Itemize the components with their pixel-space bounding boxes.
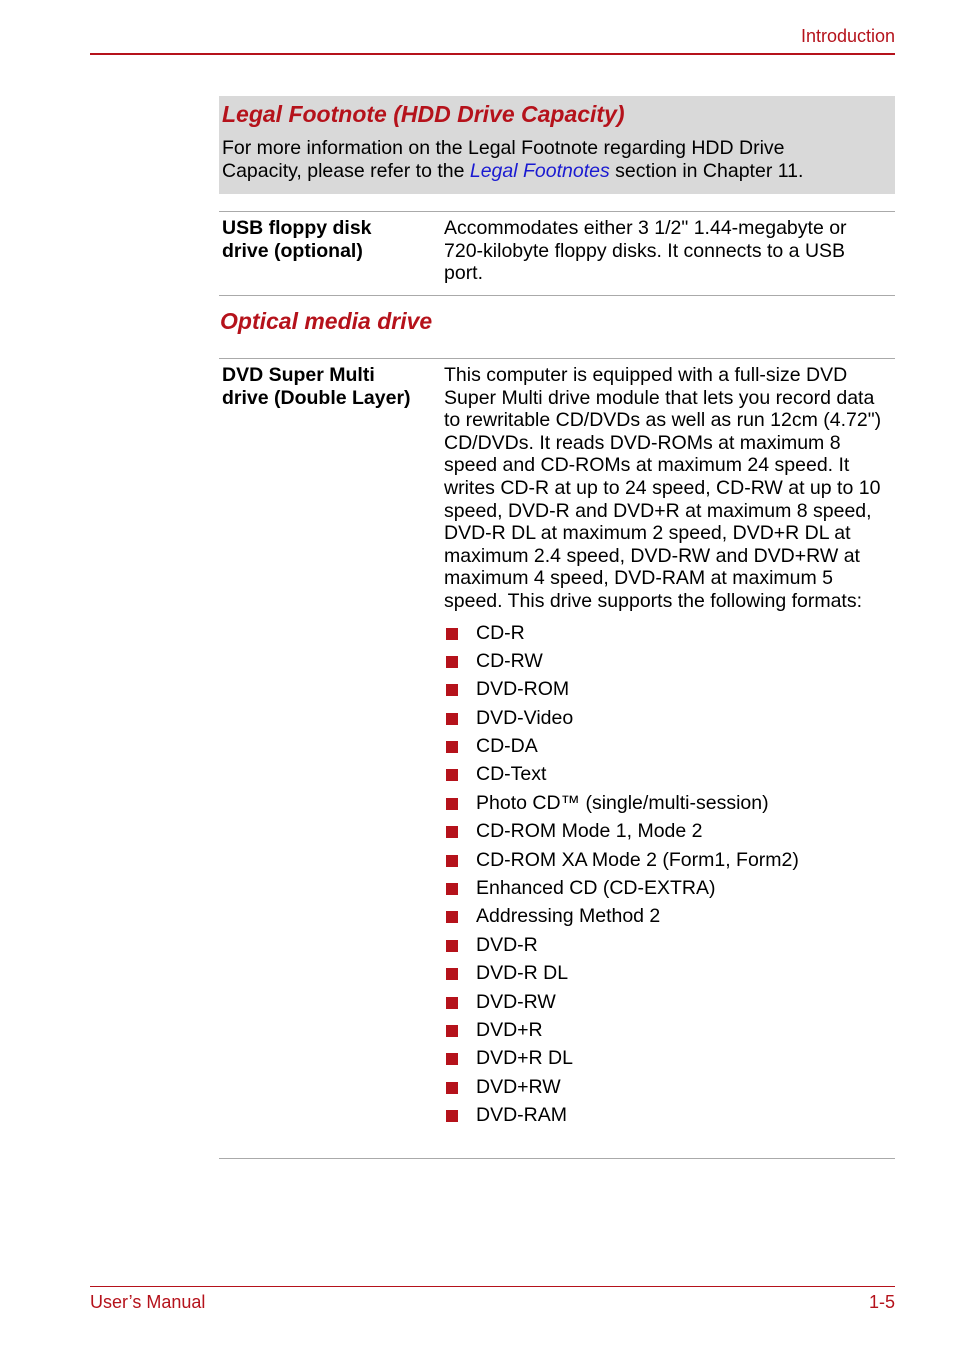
format-label: DVD-Video <box>476 706 574 729</box>
footer-manual-title: User’s Manual <box>90 1292 206 1312</box>
format-label: DVD-ROM <box>476 678 570 701</box>
note-line-2-post: section in Chapter 11. <box>609 160 804 182</box>
table-rule-usb-bottom <box>219 295 895 296</box>
square-bullet-icon <box>446 798 458 810</box>
format-list-item <box>444 902 887 930</box>
format-label: Addressing Method 2 <box>476 905 661 928</box>
square-bullet-icon <box>446 1053 458 1065</box>
format-list-item <box>444 988 887 1016</box>
format-label: CD-RW <box>476 649 543 672</box>
dvd-description: This computer is equipped with a full-size DVD Super Multi drive module that lets you record data to rewritable CD/DVDs as well as run 12cm (4.72") CD/DVDs. It reads DVD-ROMs at maximum 8 speed and CD-ROMs at maximum 24 speed. It writes CD-R at up to 24 speed, CD-RW at up to 10 speed, DVD-R and DVD+R at maximum 8 speed, DVD-R DL at maximum 2 speed, DVD+R DL at maximum 2.4 speed, DVD-RW and DVD+RW at maximum 4 speed, DVD-RAM at maximum 5 speed. This drive supports the following formats: <box>444 364 882 612</box>
header-rule <box>90 53 895 55</box>
format-label: Photo CD™ (single/multi-session) <box>476 791 769 814</box>
note-line-2 <box>222 160 892 183</box>
format-list-item <box>444 732 887 760</box>
format-list-item <box>444 1016 887 1044</box>
note-line-1: For more information on the Legal Footnote regarding HDD Drive <box>222 137 785 159</box>
square-bullet-icon <box>446 684 458 696</box>
format-list-item <box>444 704 887 732</box>
format-list-item <box>444 1101 887 1129</box>
section-heading-optical: Optical media drive <box>220 308 433 334</box>
format-label: CD-R <box>476 621 525 644</box>
format-label: CD-Text <box>476 763 547 786</box>
square-bullet-icon <box>446 968 458 980</box>
format-list-item <box>444 1073 887 1101</box>
dvd-term-line-1: DVD Super Multi <box>222 364 375 386</box>
square-bullet-icon <box>446 1082 458 1094</box>
format-label: CD-ROM Mode 1, Mode 2 <box>476 820 703 843</box>
dvd-super-multi-term <box>222 364 432 410</box>
format-list-item <box>444 675 887 703</box>
format-label: Enhanced CD (CD-EXTRA) <box>476 877 716 900</box>
square-bullet-icon <box>446 826 458 838</box>
format-label: DVD+R DL <box>476 1047 573 1070</box>
note-line-2-pre: Capacity, please refer to the <box>222 160 470 182</box>
format-list-item <box>444 846 887 874</box>
table-rule-bottom <box>219 1158 895 1159</box>
supported-formats-list <box>444 619 887 1130</box>
format-label: DVD-RAM <box>476 1104 567 1127</box>
table-rule-top <box>219 211 895 212</box>
format-label: DVD+R <box>476 1019 543 1041</box>
format-list-item <box>444 959 887 987</box>
legal-footnote-box <box>219 96 895 194</box>
format-list-item <box>444 931 887 959</box>
note-title: Legal Footnote (HDD Drive Capacity) <box>222 101 625 127</box>
dvd-super-multi-description-cell <box>444 364 887 1130</box>
usb-floppy-description: Accommodates either 3 1/2" 1.44-megabyte or 720-kilobyte floppy disks. It connects to a USB port. <box>444 217 847 285</box>
square-bullet-icon <box>446 1025 458 1037</box>
footer-rule <box>90 1286 895 1287</box>
square-bullet-icon <box>446 741 458 753</box>
square-bullet-icon <box>446 883 458 895</box>
square-bullet-icon <box>446 769 458 781</box>
square-bullet-icon <box>446 1110 458 1122</box>
page-number: 1-5 <box>868 1292 895 1312</box>
square-bullet-icon <box>446 656 458 668</box>
format-label: CD-DA <box>476 735 538 758</box>
usb-term-line-1: USB floppy disk <box>222 217 372 239</box>
usb-term-line-2: drive (optional) <box>222 240 363 262</box>
note-body <box>222 137 892 183</box>
square-bullet-icon <box>446 713 458 725</box>
square-bullet-icon <box>446 628 458 640</box>
usb-floppy-term <box>222 217 432 263</box>
format-label: CD-ROM XA Mode 2 (Form1, Form2) <box>476 848 799 871</box>
square-bullet-icon <box>446 940 458 952</box>
square-bullet-icon <box>446 855 458 867</box>
legal-footnotes-link[interactable]: Legal Footnotes <box>469 160 610 182</box>
format-list-item <box>444 647 887 675</box>
format-list-item <box>444 1044 887 1072</box>
format-label: DVD+RW <box>476 1075 561 1098</box>
format-list-item <box>444 817 887 845</box>
dvd-term-line-2: drive (Double Layer) <box>222 387 411 409</box>
format-list-item <box>444 619 887 647</box>
format-list-item <box>444 760 887 788</box>
format-label: DVD-R <box>476 933 538 956</box>
running-header: Introduction <box>800 26 895 46</box>
format-label: DVD-RW <box>476 990 556 1013</box>
square-bullet-icon <box>446 997 458 1009</box>
format-list-item <box>444 789 887 817</box>
square-bullet-icon <box>446 911 458 923</box>
format-label: DVD-R DL <box>476 962 569 985</box>
format-list-item <box>444 874 887 902</box>
table-rule-optical-top <box>219 358 895 359</box>
